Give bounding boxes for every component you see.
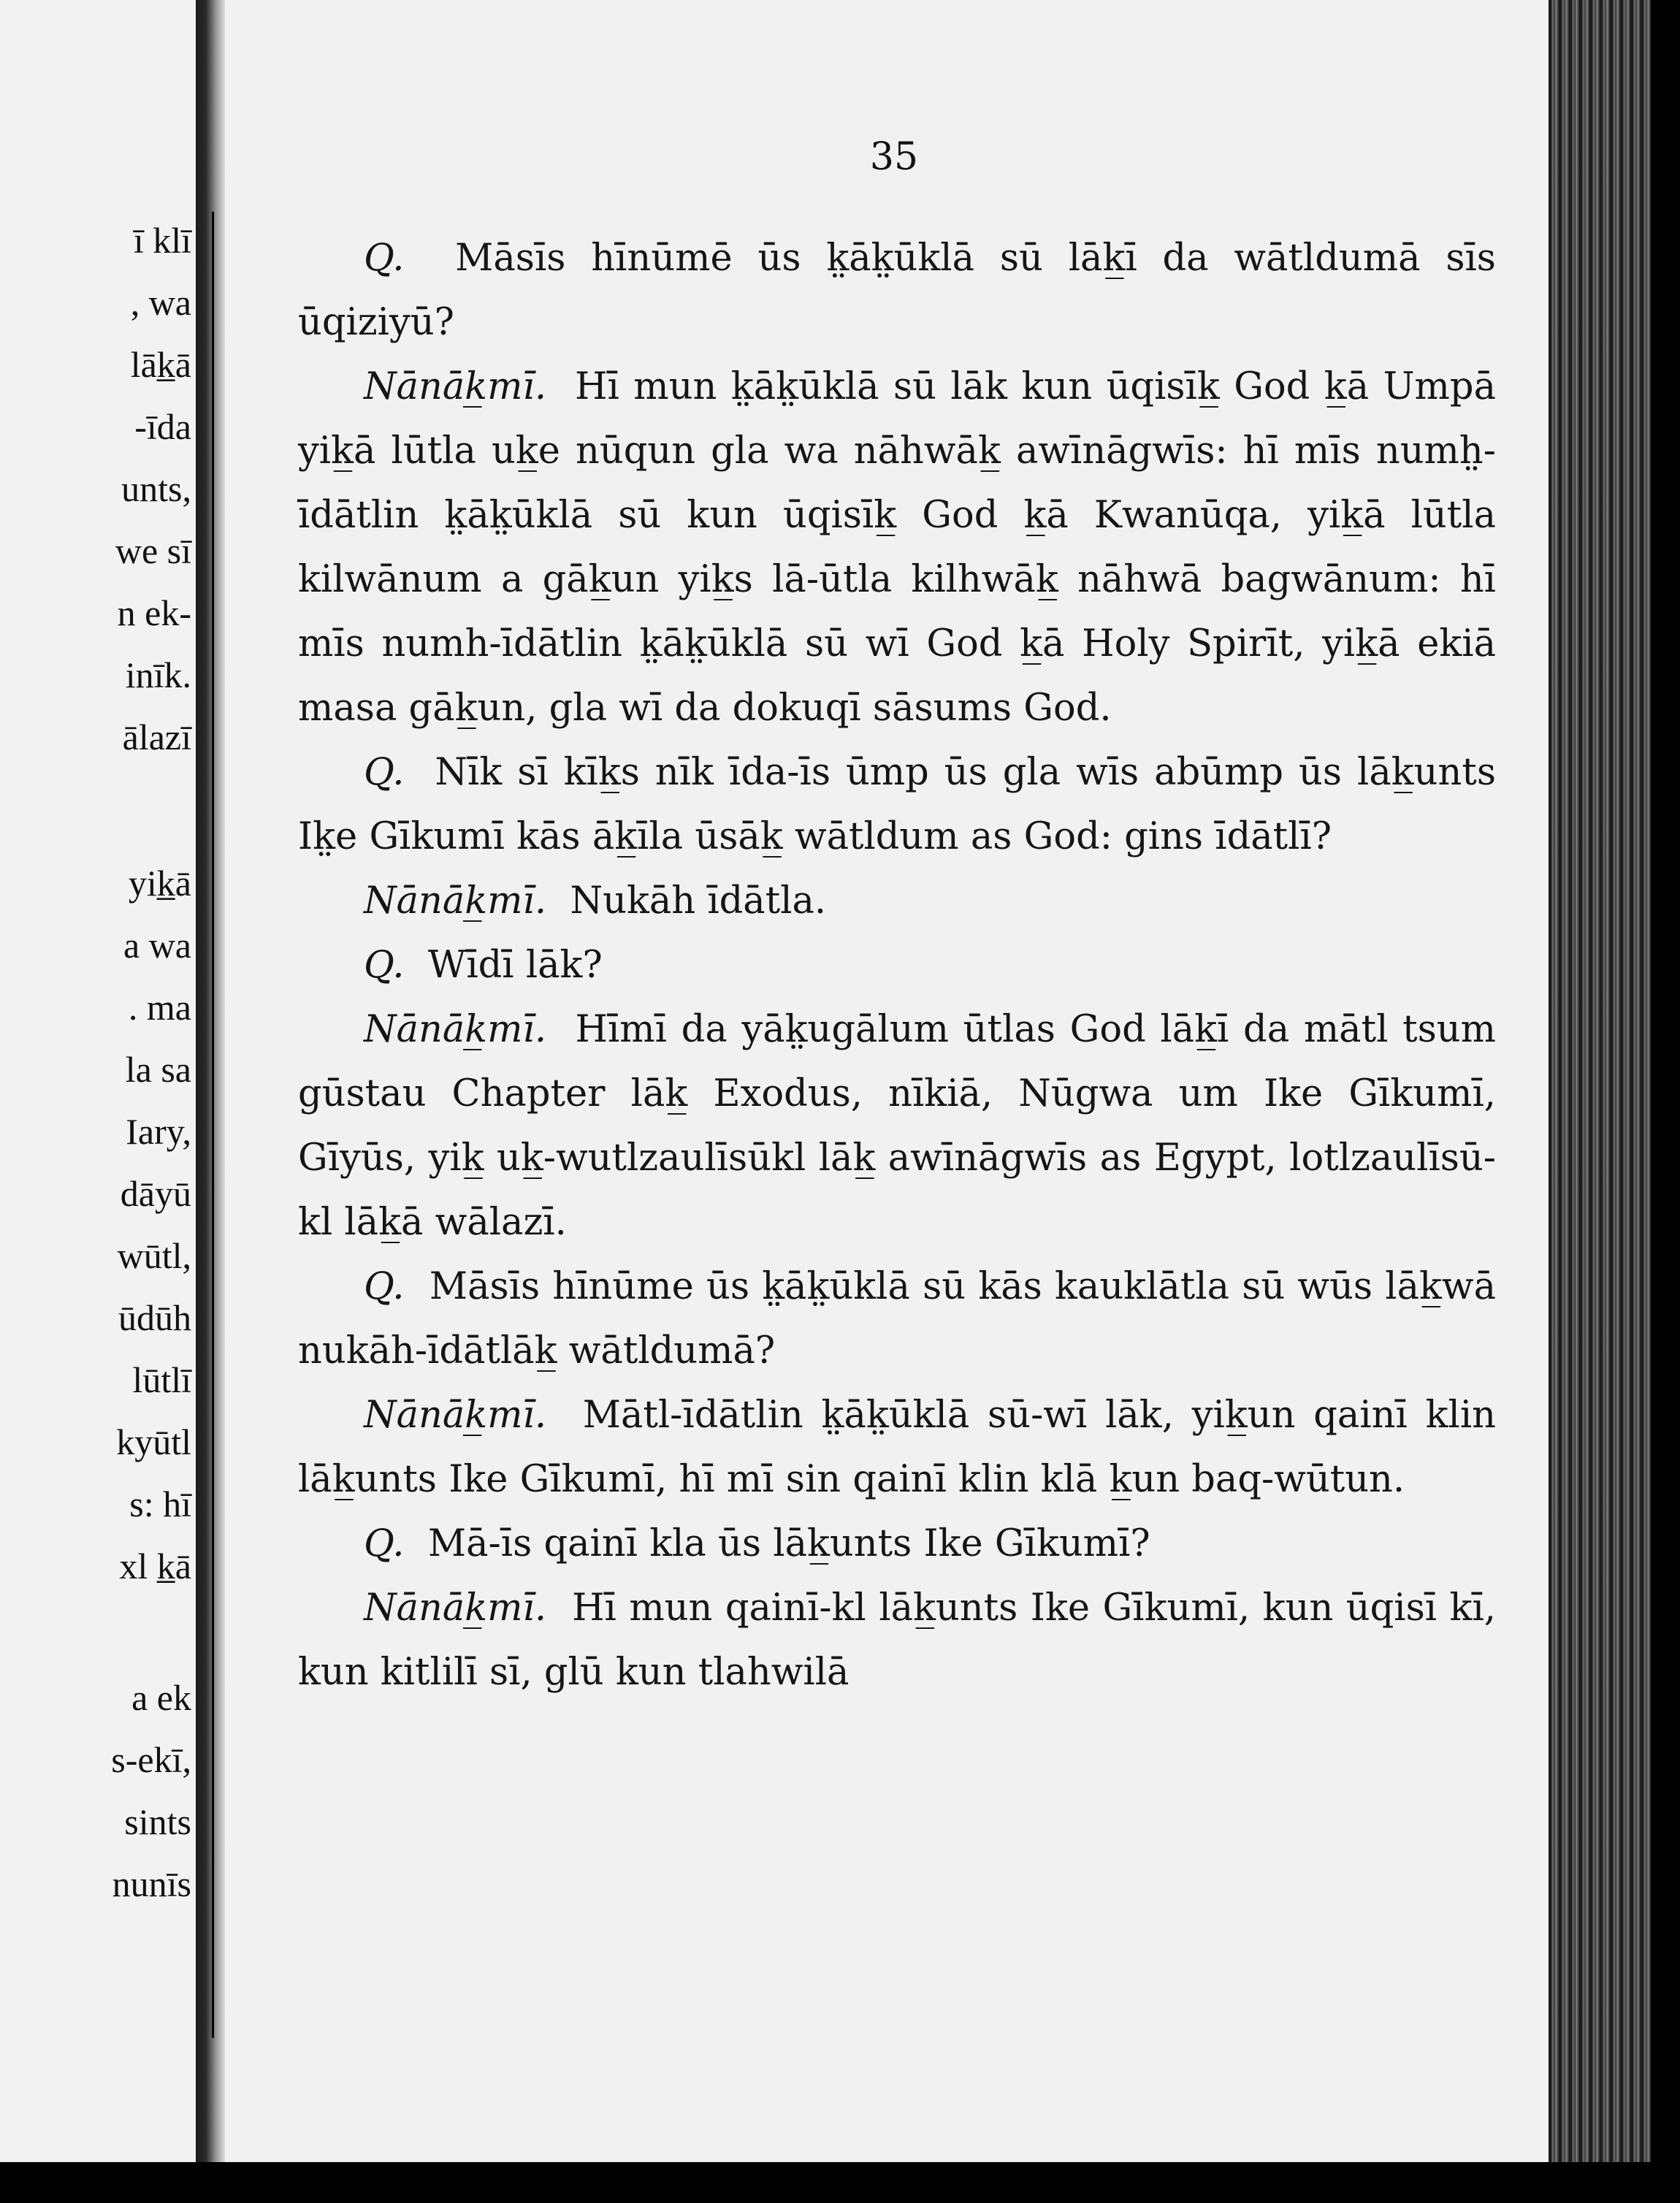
answer-paragraph (298, 998, 1496, 1255)
answer-paragraph (298, 355, 1496, 741)
paragraph-text: Mā-īs qainī kla ūs lāk̲unts Ike Gīkumī? (427, 1522, 1150, 1565)
left-page-line: inīk. (125, 654, 191, 695)
page-edges (1549, 0, 1658, 2162)
left-page-line: ūdūh (118, 1297, 191, 1338)
speaker-label: Nānāk̲mī. (364, 1394, 547, 1437)
left-page-line: lūtlī (132, 1359, 191, 1400)
left-page-line: s: hī (129, 1484, 191, 1524)
question-paragraph (298, 933, 1496, 998)
paragraph-text: Mātl-īdātlin k̤āk̤ūklā sū-wī lāk, yik̲un qainī klin lāk̲unts Ike Gīkumī, hī mī sin qainī klin klā k̲un baq-wūtun. (298, 1394, 1496, 1501)
paragraph-text: Māsīs hīnūmē ūs k̤āk̤ūklā sū lāk̲ī da wātldumā sīs ūqiziyū? (298, 237, 1496, 344)
left-page-line: lāk̲ā (130, 344, 191, 385)
speaker-label: Q. (364, 237, 405, 280)
answer-paragraph (298, 1576, 1496, 1705)
left-page-line: s-ekī, (111, 1739, 191, 1780)
speaker-label: Nānāk̲mī. (364, 1008, 547, 1051)
speaker-label: Q. (364, 944, 405, 987)
left-page-line: n ek- (117, 592, 191, 633)
question-paragraph (298, 1512, 1496, 1576)
left-page-line: yik̲ā (128, 863, 191, 904)
answer-paragraph (298, 869, 1496, 933)
left-page-line: -īda (134, 406, 191, 447)
left-page-line: ālazī (122, 717, 191, 757)
left-page-line: . ma (128, 987, 191, 1028)
left-page-line: ī klī (133, 220, 191, 261)
left-page-line: unts, (121, 468, 191, 509)
left-page-line: wūtl, (117, 1235, 191, 1276)
speaker-label: Q. (364, 751, 405, 794)
paragraph-text: Nukāh īdātla. (570, 879, 827, 923)
paragraph-text: Wīdī lāk? (427, 944, 603, 987)
speaker-label: Nānāk̲mī. (364, 365, 547, 408)
scan-border (0, 2162, 1680, 2203)
page-body (298, 226, 1496, 1705)
speaker-label: Q. (364, 1522, 405, 1565)
left-page-line: , wa (130, 282, 191, 323)
speaker-label: Q. (364, 1265, 405, 1308)
paragraph-text: Nīk sī kīk̲s nīk īda-īs ūmp ūs gla wīs abūmp ūs lāk̲unts Ik̤e Gīkumī kās āk̲īla ūsāk̲ wātldum as God: gins īdātlī? (298, 751, 1496, 858)
binding-line (212, 212, 214, 2038)
left-page-line: xl k̲ā (119, 1546, 191, 1587)
paragraph-text: Hī mun qainī-kl lāk̲unts Ike Gīkumī, kun ūqisī kī, kun kitlilī sī, glū kun tlahwilā (298, 1587, 1496, 1694)
question-paragraph (298, 741, 1496, 869)
paragraph-text: Hī mun k̤āk̤ūklā sū lāk kun ūqisīk̲ God k̲ā Umpā yik̲ā lūtla uk̲e nūqun gla wa nāhwāk̲ awīnāgwīs: hī mīs numh̤-īdātlin k̤āk̤ūklā sū kun ūqisīk̲ God k̲ā Kwanūqa, yik̲ā lūtla kilwānum a gāk̲un yik̲s lā-ūtla kilhwāk̲ nāhwā bagwānum: hī mīs numh-īdātlin k̤āk̤ūklā sū wī God k̲ā Holy Spirīt, yik̲ā ekiā masa gāk̲un, gla wī da dokuqī sāsums God. (298, 365, 1496, 730)
book-gutter (196, 0, 225, 2162)
answer-paragraph (298, 1383, 1496, 1512)
scan-border (1651, 0, 1680, 2203)
left-page-line: Iary, (126, 1111, 191, 1152)
question-paragraph (298, 226, 1496, 355)
paragraph-text: Māsīs hīnūme ūs k̤āk̤ūklā sū kās kauklātla sū wūs lāk̲wā nukāh-īdātlāk̲ wātldumā? (298, 1265, 1496, 1372)
speaker-label: Nānāk̲mī. (364, 879, 547, 923)
left-page-line: dāyū (120, 1173, 191, 1214)
paragraph-text: Hīmī da yāk̤ugālum ūtlas God lāk̲ī da mātl tsum gūstau Chapter lāk̲ Exodus, nīkiā, Nūgwa um Ike Gīkumī, Gīyūs, yik̲ uk̲-wutlzaulīsūkl lāk̲ awīnāgwīs as Egypt, lotlzaulīsū-kl lāk̲ā wālazī. (298, 1008, 1496, 1244)
left-page-line: nunīs (112, 1863, 191, 1904)
left-page-line: we sī (115, 530, 191, 571)
left-page-line: a wa (123, 925, 191, 966)
speaker-label: Nānāk̲mī. (364, 1587, 547, 1630)
left-page-line: a ek (131, 1677, 191, 1718)
question-paragraph (298, 1255, 1496, 1383)
left-page-line: kyūtl (116, 1421, 191, 1462)
page (225, 0, 1549, 2162)
left-page-line: sints (124, 1801, 191, 1842)
previous-page-fragment (0, 0, 196, 2162)
page-number: 35 (869, 135, 919, 179)
left-page-line: la sa (125, 1049, 191, 1090)
